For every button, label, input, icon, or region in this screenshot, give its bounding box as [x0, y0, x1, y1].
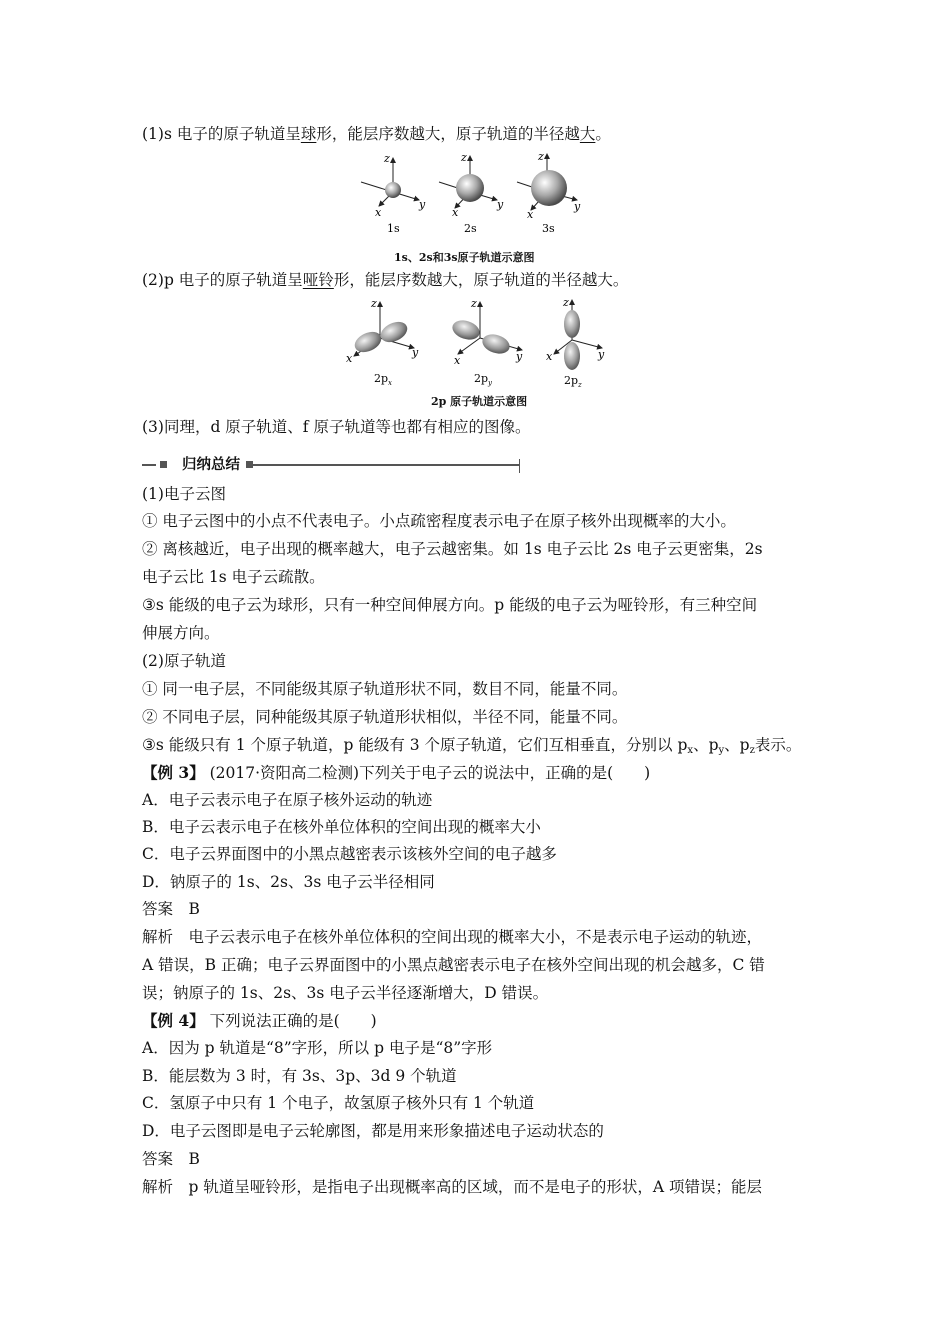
axis-x-label: x	[454, 354, 461, 367]
header-square-left	[160, 461, 167, 468]
axis-z-label: z	[384, 152, 390, 165]
p-statement-end: 形，能层序数越大，原子轨道的半径越大。	[333, 271, 629, 289]
axis-z-label: z	[371, 298, 377, 310]
summary-line: ③s 能级的电子云为球形，只有一种空间伸展方向。p 能级的电子云为哑铃形，有三种空间	[142, 596, 758, 614]
axis-z-label: z	[461, 151, 467, 164]
axis-y-label: y	[412, 346, 419, 359]
example4-answer: 答案 B	[142, 1150, 200, 1168]
orbital-2s-diagram	[439, 151, 504, 235]
example3-analysis-line: A 错误，B 正确；电子云界面图中的小黑点越密表示电子在核外空间出现的机会越多，C 错	[142, 956, 765, 974]
summary-line: (2)原子轨道	[142, 652, 226, 670]
lobe-pz-top	[564, 310, 580, 338]
p-orbital-statement	[142, 270, 628, 290]
axis-z-label: z	[538, 150, 544, 163]
axis-y-label: y	[598, 348, 605, 361]
s-orbital-statement	[142, 124, 611, 144]
s-figure-caption: 1s、2s和3s原子轨道示意图	[394, 251, 535, 264]
axis-x-label: x	[346, 352, 353, 365]
example3-analysis-line: 解析 电子云表示电子在核外单位体积的空间出现的概率大小，不是表示电子运动的轨迹，	[142, 928, 763, 946]
axis-y-label: y	[419, 198, 426, 211]
orbital-2pz-diagram	[546, 298, 605, 389]
example3-option-c: C．电子云界面图中的小黑点越密表示该核外空间的电子越多	[142, 845, 557, 863]
example3-option-b: B．电子云表示电子在核外单位体积的空间出现的概率大小	[142, 818, 541, 836]
orbital-2py-diagram	[450, 298, 523, 387]
p-figure-caption: 2p 原子轨道示意图	[431, 395, 528, 408]
example3-option-d: D．钠原子的 1s、2s、3s 电子云半径相同	[142, 873, 435, 891]
axis-x-label: x	[527, 208, 534, 221]
example3-tag: 【例 3】	[142, 763, 205, 782]
summary-line: ① 电子云图中的小点不代表电子。小点疏密程度表示电子在原子核外出现概率的大小。	[142, 512, 736, 530]
example4-question	[142, 1011, 377, 1031]
axis-x-label: x	[375, 206, 382, 219]
label-2s: 2s	[464, 222, 477, 235]
p-shape-underlined: 哑铃	[302, 271, 334, 289]
header-rule-left	[142, 464, 156, 466]
sphere-1s	[385, 182, 401, 198]
label-2pz: $2p_z$	[564, 374, 582, 389]
orbital-1s-diagram	[361, 152, 426, 235]
example4-question-text: 下列说法正确的是( )	[204, 1012, 377, 1030]
axis-x-label: x	[452, 206, 459, 219]
axis-y-label: y	[497, 198, 504, 211]
s-statement-prefix: (1)s 电子的原子轨道呈	[142, 125, 301, 143]
example4-option-b: B．能层数为 3 时，有 3s、3p、3d 9 个轨道	[142, 1067, 457, 1085]
example4-option-d: D．电子云图即是电子云轮廓图，都是用来形象描述电子运动状态的	[142, 1122, 604, 1140]
s-statement-mid: 形，能层序数越大，原子轨道的半径越	[316, 125, 580, 143]
label-1s: 1s	[387, 222, 400, 235]
summary-header	[142, 455, 520, 475]
label-2py: $2p_y$	[474, 372, 493, 387]
example4-option-a: A．因为 p 轨道是“8”字形，所以 p 电子是“8”字形	[142, 1039, 493, 1057]
lobe-py-left	[450, 317, 482, 343]
lobe-pz-bottom	[564, 342, 580, 370]
s-statement-end: 。	[595, 125, 611, 143]
summary-line: 电子云比 1s 电子云疏散。	[142, 568, 325, 586]
header-end-tick	[519, 459, 521, 473]
orbital-2px-diagram	[346, 298, 419, 387]
summary-line: ② 离核越近，电子出现的概率越大，电子云越密集。如 1s 电子云比 2s 电子云更密集，2s	[142, 540, 763, 558]
label-2px: $2p_x$	[374, 372, 392, 387]
axis-y-label: y	[516, 350, 523, 363]
summary-line: ② 不同电子层，同种能级其原子轨道形状相似，半径不同，能量不同。	[142, 708, 628, 726]
axis-y-label: y	[574, 200, 581, 213]
s-orbitals-figure	[355, 150, 585, 240]
example3-answer: 答案 B	[142, 900, 200, 918]
sphere-3s	[531, 170, 567, 206]
example3-option-a: A．电子云表示电子在原子核外运动的轨迹	[142, 791, 433, 809]
summary-line: (1)电子云图	[142, 485, 226, 503]
axis-x-label: x	[546, 350, 553, 363]
p-statement-prefix: (2)p 电子的原子轨道呈	[142, 271, 303, 289]
s-bigger-underlined: 大	[579, 125, 596, 143]
summary-line-last: ③s 能级只有 1 个原子轨道，p 能级有 3 个原子轨道，它们互相垂直，分别以 $p_x$、$p_y$、$p_z$表示。	[142, 736, 802, 756]
lobe-py-right	[480, 331, 512, 357]
d-f-orbital-statement: (3)同理，d 原子轨道、f 原子轨道等也都有相应的图像。	[142, 418, 531, 436]
summary-line: ① 同一电子层，不同能级其原子轨道形状不同，数目不同，能量不同。	[142, 680, 628, 698]
example3-question-text: (2017·资阳高二检测)下列关于电子云的说法中，正确的是( )	[204, 764, 651, 782]
axis-z-label: z	[471, 298, 477, 310]
example4-analysis-line: 解析 p 轨道呈哑铃形，是指电子出现概率高的区域，而不是电子的形状，A 项错误；能层	[142, 1178, 762, 1196]
example3-question	[142, 763, 650, 783]
s-shape-underlined: 球	[300, 125, 317, 143]
summary-title: 归纳总结	[176, 455, 246, 475]
summary-line: 伸展方向。	[142, 624, 220, 642]
sphere-2s	[456, 174, 484, 202]
p-orbitals-figure	[340, 298, 620, 390]
header-rule-right	[252, 464, 520, 466]
example4-tag: 【例 4】	[142, 1011, 205, 1030]
example3-analysis-line: 误；钠原子的 1s、2s、3s 电子云半径逐渐增大，D 错误。	[142, 984, 549, 1002]
axis-z-label: z	[563, 298, 569, 309]
example4-option-c: C．氢原子中只有 1 个电子，故氢原子核外只有 1 个轨道	[142, 1094, 535, 1112]
orbital-3s-diagram	[517, 150, 581, 235]
label-3s: 3s	[542, 222, 555, 235]
header-square-right	[246, 461, 253, 468]
